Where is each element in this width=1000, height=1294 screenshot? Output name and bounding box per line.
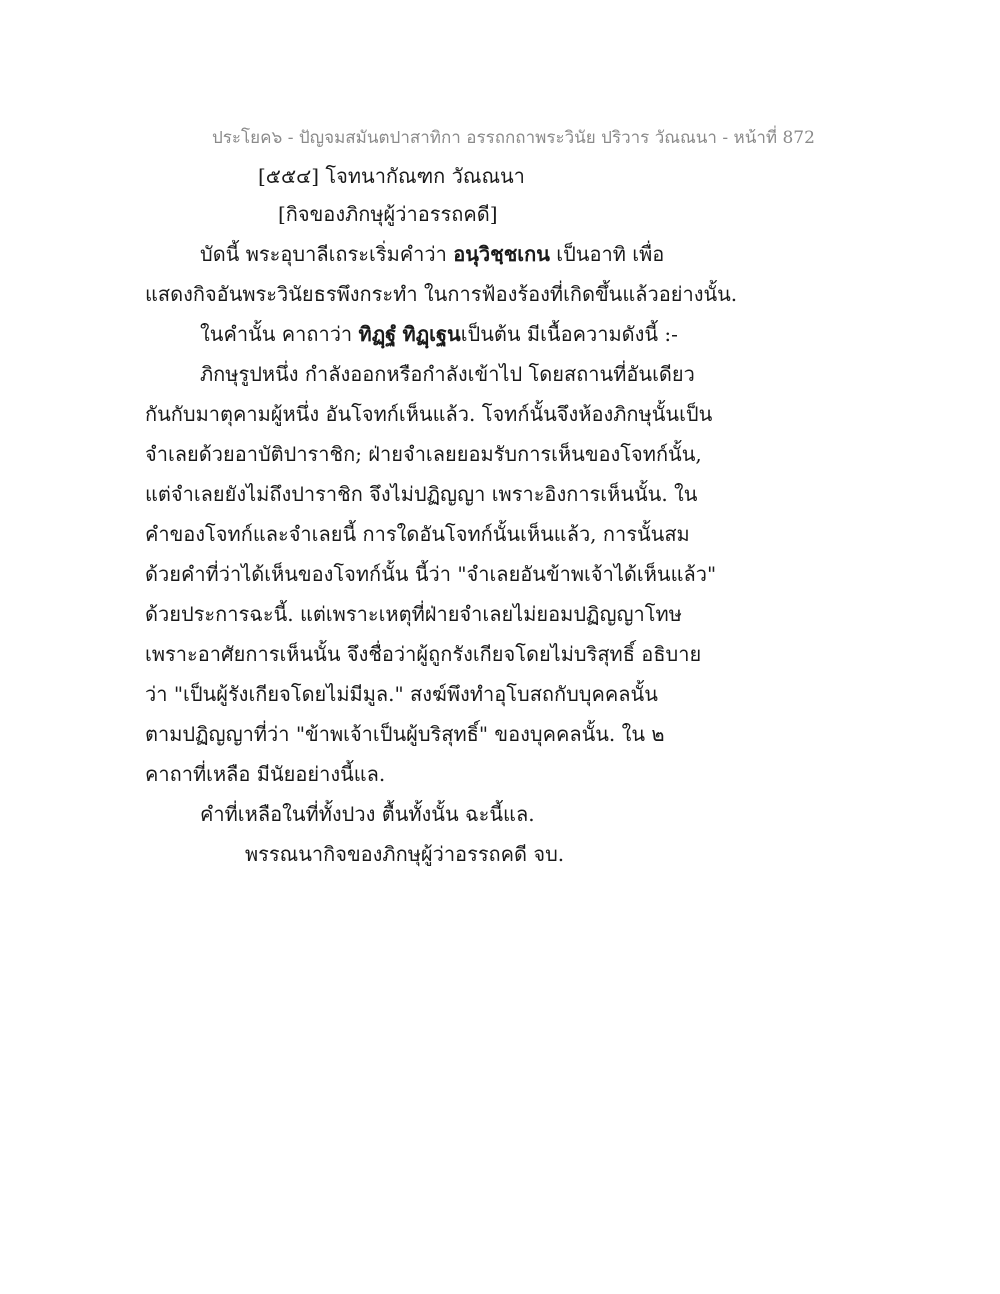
text-span: ในคำนั้น คาถาว่า (200, 322, 359, 346)
paragraph-line: แสดงกิจอันพระวินัยธรพึงกระทำ ในการฟ้องร้องที่เกิดขึ้นแล้วอย่างนั้น. (145, 282, 738, 306)
closing-line: พรรณนากิจของภิกษุผู้ว่าอรรถคดี จบ. (245, 842, 565, 866)
paragraph-line: ภิกษุรูปหนึ่ง กำลังออกหรือกำลังเข้าไป โดยสถานที่อันเดียว (200, 362, 695, 386)
section-subtitle: [กิจของภิกษุผู้ว่าอรรถคดี] (278, 202, 498, 226)
paragraph-line (200, 320, 678, 348)
paragraph-line: ว่า "เป็นผู้รังเกียจโดยไม่มีมูล." สงฆ์พึงทำอุโบสถกับบุคคลนั้น (145, 682, 658, 706)
paragraph-line: ด้วยประการฉะนี้. แต่เพราะเหตุที่ฝ่ายจำเลยไม่ยอมปฏิญญาโทษ (145, 602, 682, 626)
section-number: [๕๕๔] โจทนากัณฑก วัณณนา (258, 164, 525, 188)
paragraph-line (200, 240, 664, 268)
text-span: บัดนี้ พระอุบาลีเถระเริ่มคำว่า (200, 242, 454, 266)
paragraph-line: ตามปฏิญญาที่ว่า "ข้าพเจ้าเป็นผู้บริสุทธิ์" ของบุคคลนั้น. ใน ๒ (145, 722, 665, 746)
paragraph-line: คำที่เหลือในที่ทั้งปวง ตื้นทั้งนั้น ฉะนี้แล. (200, 802, 535, 826)
paragraph-line: คาถาที่เหลือ มีนัยอย่างนี้แล. (145, 762, 386, 786)
page-header: ประโยค๖ - ปัญจมสมันตปาสาทิกา อรรถกถาพระวินัย ปริวาร วัณณนา - หน้าที่ 872 (212, 128, 815, 148)
text-span: เป็นต้น มีเนื้อความดังนี้ :- (460, 322, 678, 346)
paragraph-line: เพราะอาศัยการเห็นนั้น จึงชื่อว่าผู้ถูกรังเกียจโดยไม่บริสุทธิ์ อธิบาย (145, 642, 702, 666)
paragraph-line: คำของโจทก์และจำเลยนี้ การใดอันโจทก์นั้นเห็นแล้ว, การนั้นสม (145, 522, 690, 546)
paragraph-line: จำเลยด้วยอาบัติปาราชิก; ฝ่ายจำเลยยอมรับการเห็นของโจทก์นั้น, (145, 442, 702, 466)
text-span: เป็นอาทิ เพื่อ (549, 242, 665, 266)
paragraph-line: แต่จำเลยยังไม่ถึงปาราชิก จึงไม่ปฏิญญา เพราะอิงการเห็นนั้น. ใน (145, 482, 698, 506)
paragraph-line: กันกับมาตุคามผู้หนึ่ง อันโจทก์เห็นแล้ว. โจทก์นั้นจึงห้องภิกษุนั้นเป็น (145, 402, 713, 426)
bold-term: ทิฏฺเฐน (402, 322, 461, 346)
paragraph-line: ด้วยคำที่ว่าได้เห็นของโจทก์นั้น นี้ว่า "จำเลยอันข้าพเจ้าได้เห็นแล้ว" (145, 562, 717, 586)
bold-term: อนุวิชฺชเกน (453, 242, 550, 266)
bold-term: ทิฏฺฐํ (358, 322, 397, 346)
